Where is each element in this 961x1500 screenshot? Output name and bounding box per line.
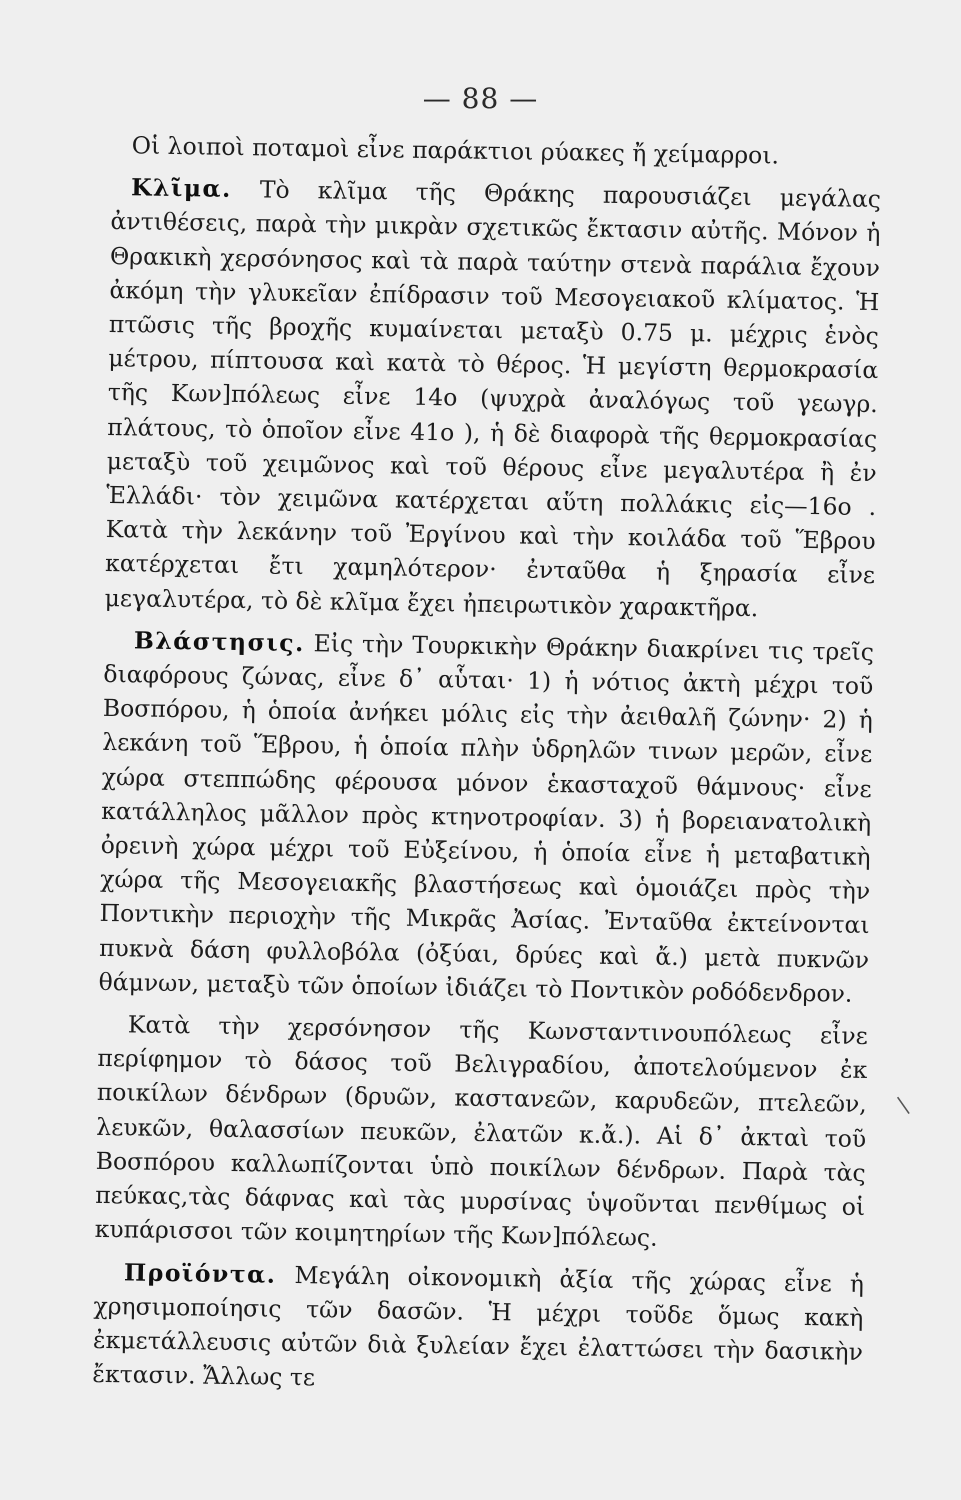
page-number: — 88 — bbox=[422, 82, 539, 115]
section-heading-vegetation: Βλάστησις. bbox=[133, 626, 305, 657]
paragraph-vegetation bbox=[98, 623, 874, 1011]
paragraph-text: Κατὰ τὴν χερσόνησον τῆς Κωνσταντινουπόλεως εἶνε περίφημον τὸ δάσος τοῦ Βελιγραδίου, ἀποτελούμενον ἐκ ποικίλων δένδρων (δρυῶν, καστανεῶν, καρυδεῶν, πτελεῶν, λευκῶν, θαλασσίων πευκῶν, ἐλατῶν κ.ἄ.). Αἱ δ᾽ ἀκταὶ τοῦ Βοσπόρου καλλωπίζονται ὑπὸ ποικίλων δένδρων. Παρὰ τὰς πεύκας,τὰς δάφνας καὶ τὰς μυρσίνας ὑψοῦνται πενθίμως οἱ κυπάρισσοι τῶν κοιμητηρίων τῆς Κων]πόλεως. bbox=[94, 1010, 869, 1253]
paragraph-text: Εἰς τὴν Τουρκικὴν Θράκην διακρίνει τις τρεῖς διαφόρους ζώνας, εἶνε δ᾽ αὗται· 1) ἡ νότιος ἀκτὴ μέχρι τοῦ Βοσπόρου, ἡ ὁποία ἀνήκει μόλις εἰς τὴν ἀειθαλῆ ζώνην· 2) ἡ λεκάνη τοῦ Ἕβρου, ἡ ὁποία πλὴν ὑδρηλῶν τινων μερῶν, εἶνε χώρα στεππώδης φέρουσα μόνον ἑκασταχοῦ θάμνους· εἶνε κατάλληλος μᾶλλον πρὸς κτηνοτροφίαν. 3) ἡ βορειανατολικὴ ὀρεινὴ χώρα μέχρι τοῦ Εὐξείνου, ἡ ὁποία εἶνε ἡ μεταβατικὴ χώρα τῆς Μεσογειακῆς βλαστήσεως καὶ ὁμοιάζει πρὸς τὴν Ποντικὴν περιοχὴν τῆς Μικρᾶς Ἀσίας. Ἐνταῦθα ἐκτείνονται πυκνὰ δάση φυλλοβόλα (ὀξύαι, δρύες καὶ ἄ.) μετὰ πυκνῶν θάμνων, μεταξὺ τῶν ὁποίων ἰδιάζει τὸ Ποντικὸν ροδόδενδρον. bbox=[98, 628, 875, 1008]
paragraph-text: Μεγάλη οἰκονομικὴ ἀξία τῆς χώρας εἶνε ἡ χρησιμοποίησις τῶν δασῶν. Ἡ μέχρι τοῦδε ὅμως κακὴ ἐκμετάλλευσις αὐτῶν διὰ ξυλείαν ἔχει ἐλαττώσει τὴν δασικὴν ἔκτασιν. Ἄλλως τε bbox=[92, 1260, 865, 1392]
paragraph-text: Τὸ κλῖμα τῆς Θράκης παρουσιάζει μεγάλας ἀντιθέσεις, παρὰ τὴν μικρὰν σχετικῶς ἔκτασιν αὐτῆς. Μόνον ἡ Θρακικὴ χερσόνησος καὶ τὰ παρὰ ταύτην στενὰ παράλια ἔχουν ἀκόμη τὴν γλυκεῖαν ἐπίδρασιν τοῦ Μεσογειακοῦ κλίματος. Ἡ πτῶσις τῆς βροχῆς κυμαίνεται μεταξὺ 0.75 μ. μέχρις ἑνὸς μέτρου, πίπτουσα καὶ κατὰ τὸ θέρος. Ἡ μεγίστη θερμοκρασία τῆς Κων]πόλεως εἶνε 14ο (ψυχρὰ ἀναλόγως τοῦ γεωγρ. πλάτους, τὸ ὁποῖον εἶνε 41ο ), ἡ δὲ διαφορὰ τῆς θερμοκρασίας μεταξὺ τοῦ χειμῶνος καὶ τοῦ θέρους εἶνε μεγαλυτέρα ἢ ἐν Ἑλλάδι· τὸν χειμῶνα κατέρχεται αὕτη πολλάκις εἰς—16ο . Κατὰ τὴν λεκάνην τοῦ Ἐργίνου καὶ τὴν κοιλάδα τοῦ Ἕβρου κατέρχεται ἔτι χαμηλότερον· ἐνταῦθα ἡ ξηρασία εἶνε μεγαλυτέρα, τὸ δὲ κλῖμα ἔχει ἠπειρωτικὸν χαρακτῆρα. bbox=[104, 175, 882, 622]
paragraph-constantinople-forest bbox=[94, 1007, 868, 1258]
page-text bbox=[92, 128, 882, 1411]
section-heading-climate: Κλῖμα. bbox=[130, 173, 233, 204]
paragraph-rivers bbox=[111, 128, 881, 174]
paragraph-text: Οἱ λοιποὶ ποταμοὶ εἶνε παράκτιοι ρύακες ἤ χείμαρροι. bbox=[131, 131, 780, 170]
margin-pencil-mark: | bbox=[892, 1092, 913, 1116]
section-heading-products: Προϊόντα. bbox=[123, 1257, 277, 1289]
paragraph-products bbox=[92, 1254, 864, 1403]
paragraph-climate bbox=[104, 170, 881, 627]
